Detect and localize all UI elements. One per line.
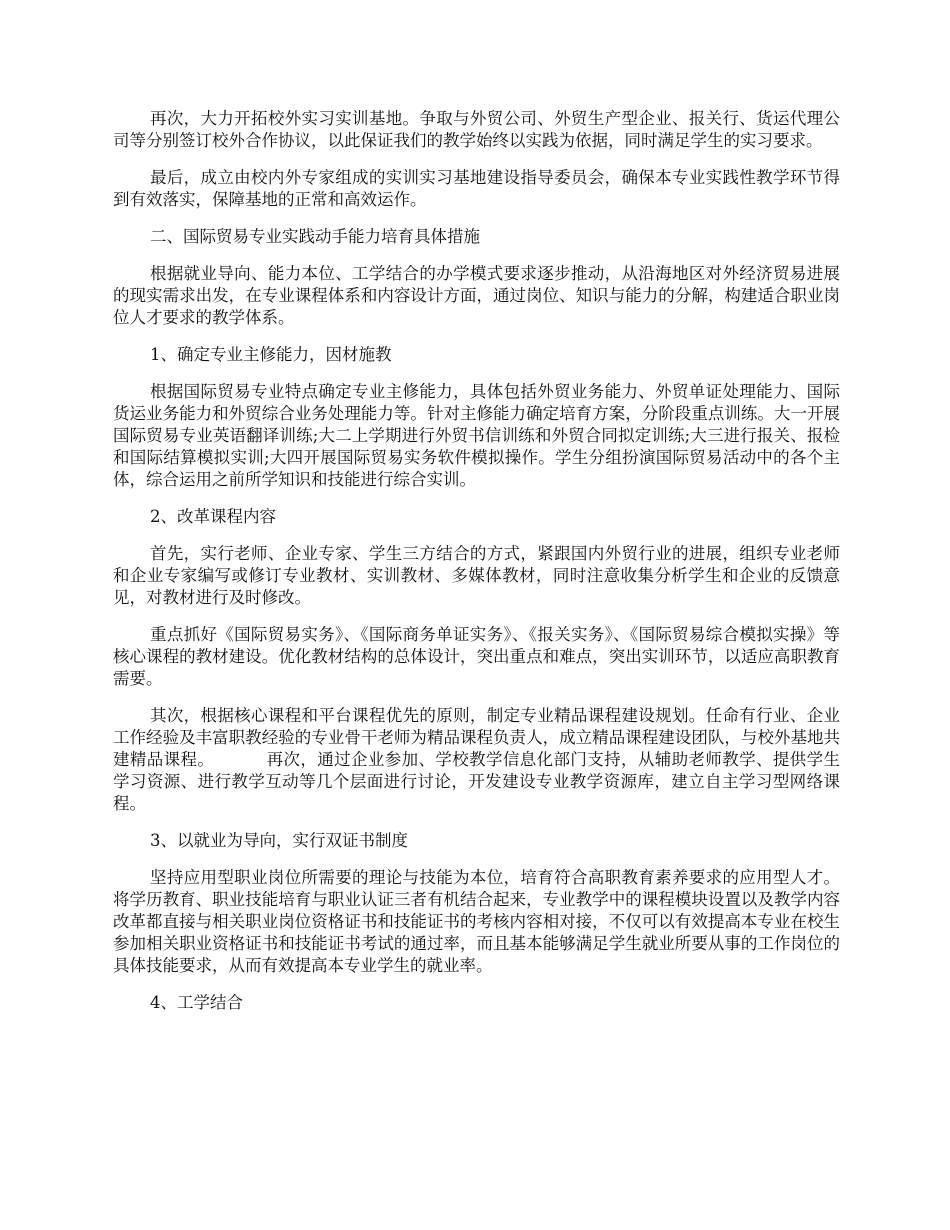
- subheading-dual-certificate: 3、以就业为导向，实行双证书制度: [150, 831, 408, 850]
- paragraph-core-textbooks: 重点抓好《国际贸易实务》、《国际商务单证实务》、《报关实务》、《国际贸易综合模拟实操》等核心课程的教材建设。优化教材结构的总体设计，突出重点和难点，突出实训环节，以适应高职教育需要。: [113, 625, 840, 688]
- paragraph-teaching-system: 根据就业导向、能力本位、工学结合的办学模式要求逐步推动，从沿海地区对外经济贸易进展的现实需求出发，在专业课程体系和内容设计方面，通过岗位、知识与能力的分解，构建适合职业岗位人才要求的教学体系。: [113, 264, 840, 327]
- paragraph-practice-bases: 再次，大力开拓校外实习实训基地。争取与外贸公司、外贸生产型企业、报关行、货运代理公司等分别签订校外合作协议，以此保证我们的教学始终以实践为依据，同时满足学生的实习要求。: [113, 109, 840, 150]
- quality-courses-text-a: 其次，根据核心课程和平台课程优先的原则，制定专业精品课程建设规划。任命有行业、企业工作经验及丰富职教经验的专业骨干老师为精品课程负责人，成立精品课程建设团队，与校外基地共建精品课程。: [113, 706, 840, 769]
- paragraph-guidance-committee: 最后，成立由校内外专家组成的实训实习基地建设指导委员会，确保本专业实践性教学环节得到有效落实，保障基地的正常和高效运作。: [113, 168, 840, 209]
- paragraph-course-reform-first: 首先，实行老师、企业专家、学生三方结合的方式，紧跟国内外贸行业的进展，组织专业老师和企业专家编写或修订专业教材、实训教材、多媒体教材，同时注意收集分析学生和企业的反馈意见，对教材进行及时修改。: [113, 544, 840, 607]
- paragraph-major-abilities: 根据国际贸易专业特点确定专业主修能力，具体包括外贸业务能力、外贸单证处理能力、国际货运业务能力和外贸综合业务处理能力等。针对主修能力确定培育方案，分阶段重点训练。大一开展国际贸易专业英语翻译训练;大二上学期进行外贸书信训练和外贸合同拟定训练;大三进行报关、报检和国际结算模拟实训;大四开展国际贸易实务软件模拟操作。学生分组扮演国际贸易活动中的各个主体，综合运用之前所学知识和技能进行综合实训。: [113, 382, 840, 489]
- document-page: [113, 108, 840, 1029]
- subheading-course-reform: 2、改革课程内容: [150, 507, 276, 526]
- subheading-major-abilities: 1、确定专业主修能力，因材施教: [150, 345, 392, 364]
- subheading-work-study: 4、工学结合: [150, 993, 243, 1012]
- paragraph-dual-certificate: 坚持应用型职业岗位所需要的理论与技能为本位，培育符合高职教育素养要求的应用型人才。将学历教育、职业技能培育与职业认证三者有机结合起来，专业教学中的课程模块设置以及教学内容改革都直接与相关职业岗位资格证书和技能证书的考核内容相对接，不仅可以有效提高本专业在校生参加相关职业资格证书和技能证书考试的通过率，而且基本能够满足学生就业所要从事的工作岗位的具体技能要求，从而有效提高本专业学生的就业率。: [113, 868, 840, 975]
- quality-courses-text-b: 再次，通过企业参加、学校教学信息化部门支持，从辅助老师教学、提供学生学习资源、进行教学互动等几个层面进行讨论，开发建设专业教学资源库，建立自主学习型网络课程。: [113, 750, 840, 813]
- section-heading-measures: 二、国际贸易专业实践动手能力培育具体措施: [150, 227, 480, 246]
- paragraph-quality-courses: [113, 705, 840, 815]
